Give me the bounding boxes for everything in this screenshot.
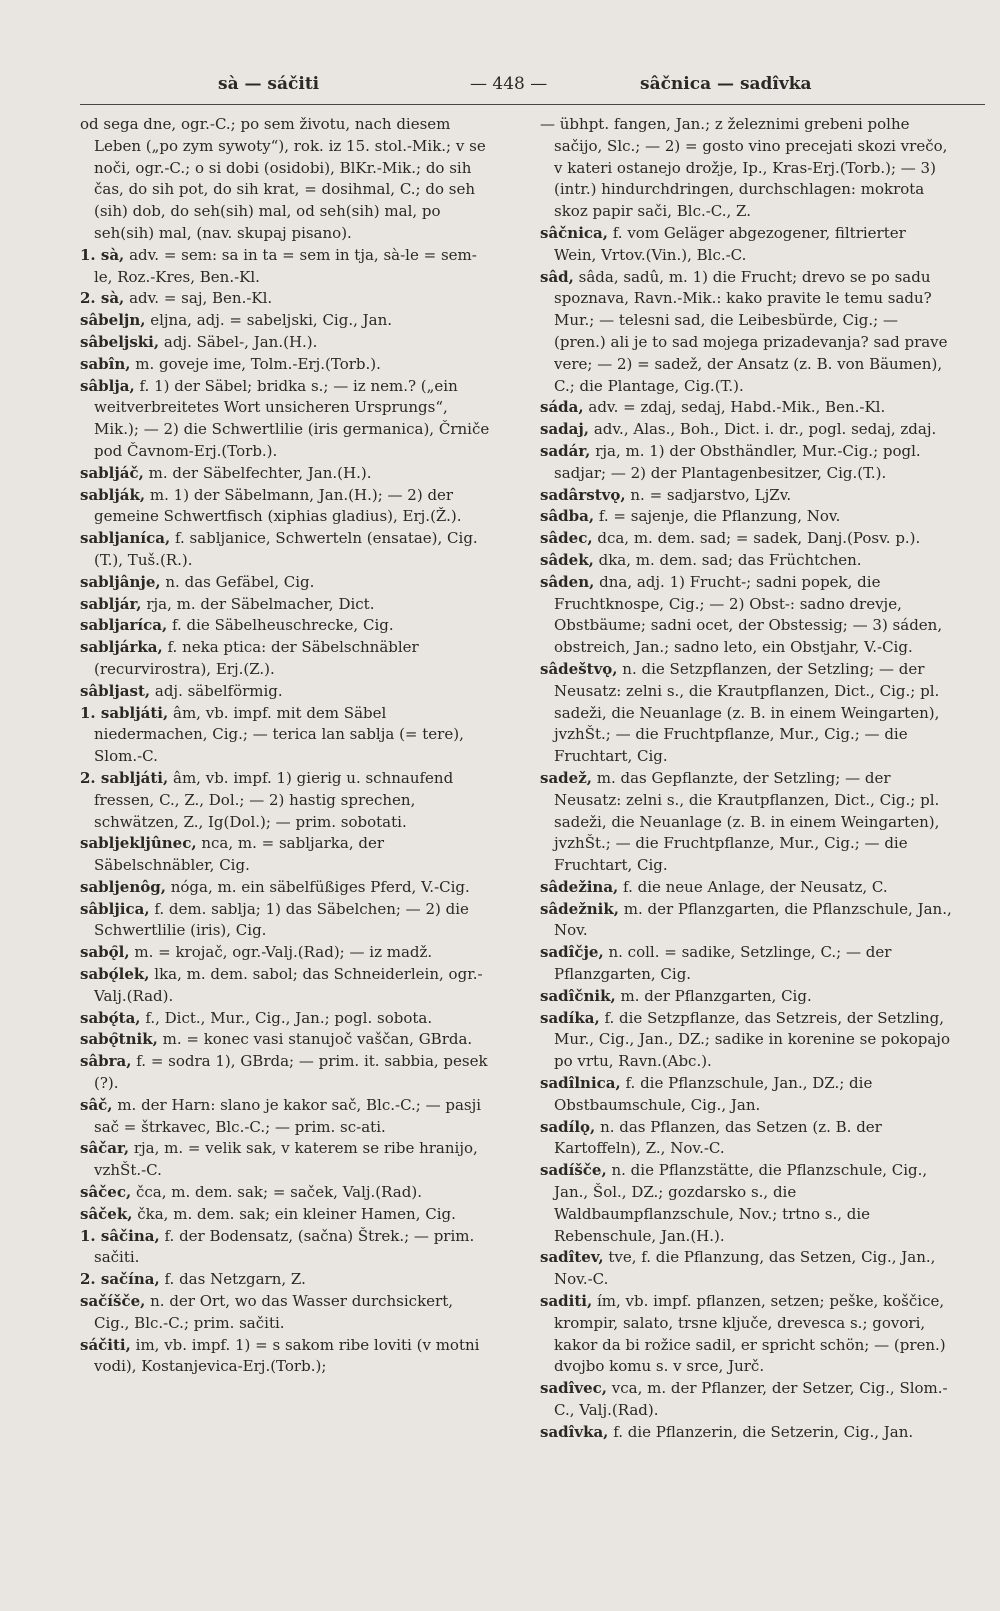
- entry-definition: f. vom Geläger abgezogener, filtrierter Wein, Vrtov.(Vin.), Blc.-C.: [554, 223, 906, 264]
- entry-definition: m. der Harn: slano je kakor sač, Blc.-C.; — pasji sač = štrkavec, Blc.-C.; — prim. sc-ati.: [94, 1095, 482, 1136]
- left-guideword: sà — sáčiti: [218, 74, 320, 94]
- entry-headword: sâdec,: [540, 529, 593, 548]
- entry-headword: sadîvka,: [540, 1422, 609, 1441]
- dictionary-entry: [80, 528, 492, 572]
- dictionary-entry: [540, 397, 952, 419]
- entry-headword: sâčnica,: [540, 223, 608, 242]
- entry-definition: f. = sodra 1), GBrda; — prim. it. sabbia, pesek (?).: [94, 1052, 488, 1093]
- dictionary-entry: [80, 1291, 492, 1335]
- entry-headword: sâdeštvǫ,: [540, 659, 618, 678]
- entry-definition: lka, m. dem. sabol; das Schneiderlein, ogr.-Valj.(Rad).: [94, 965, 483, 1005]
- entry-headword: 2. sà,: [80, 289, 125, 308]
- entry-definition: adv. = zdaj, sedaj, Habd.-Mik., Ben.-Kl.: [588, 398, 886, 417]
- entry-definition: nca, m. = sabljarka, der Säbelschnäbler, Cig.: [94, 834, 385, 875]
- entry-headword: 2. sačína,: [80, 1270, 160, 1289]
- dictionary-entry: [80, 594, 492, 616]
- entry-definition: m. das Gepflanzte, der Setzling; — der Neusatz: zelni s., die Krautpflanzen, Dict., Cig.; pl. sadeži, die Neuanlage (z. B. in einem Weingarten), jvzhŠt.; — die Fruchtpflanze, Mur., Cig.; — die Fruchtart, Cig.: [554, 768, 940, 875]
- entry-definition: f. die Pflanzschule, Jan., DZ.; die Obstbaumschule, Cig., Jan.: [554, 1074, 873, 1114]
- dictionary-entry: [540, 114, 952, 223]
- entry-definition: f. der Bodensatz, (sačna) Štrek.; — prim. sačiti.: [94, 1226, 475, 1267]
- entry-definition: m. der Pflanzgarten, die Pflanzschule, Jan., Nov.: [554, 899, 952, 940]
- entry-definition: n. das Gefäbel, Cig.: [165, 572, 315, 591]
- dictionary-entry: [80, 899, 492, 943]
- entry-definition: dka, m. dem. sad; das Früchtchen.: [598, 550, 862, 569]
- entry-definition: n. die Pflanzstätte, die Pflanzschule, Cig., Jan., Šol., DZ.; gozdarsko s., die Waldbaumpflanzschule, Nov.; trtno s., die Rebenschule, Jan.(H.).: [554, 1161, 928, 1245]
- dictionary-entry: [80, 1204, 492, 1226]
- page-number: — 448 —: [470, 74, 548, 94]
- entry-headword: sadár,: [540, 441, 591, 460]
- entry-definition: f. 1) der Säbel; bridka s.; — iz nem.? („ein weitverbreitetes Wort unsicheren Ursprungs“, Mik.); — 2) die Schwertlilie (iris germanica), Črniče pod Čavnom-Erj.(Torb.).: [94, 376, 490, 460]
- entry-definition: n. das Pflanzen, das Setzen (z. B. der Kartoffeln), Z., Nov.-C.: [554, 1117, 882, 1158]
- dictionary-entry: [80, 768, 492, 833]
- dictionary-entry: [540, 1247, 952, 1291]
- entry-definition: f. = sajenje, die Pflanzung, Nov.: [598, 507, 841, 526]
- entry-definition: adv., Alas., Boh., Dict. i. dr., pogl. sedaj, zdaj.: [593, 420, 937, 439]
- entry-headword: sadîčje,: [540, 943, 604, 962]
- dictionary-entry: [540, 1160, 952, 1247]
- entry-definition: ím, vb. impf. pflanzen, setzen; peške, koščice, krompir, salato, trsne ključe, drevesca s.; govori, kakor da bi rožice sadil, er spricht schön; — (pren.) dvojbo komu s. v srce, Jurč.: [554, 1292, 946, 1376]
- entry-headword: sabljárka,: [80, 638, 163, 657]
- right-guideword: sâčnica — sadîvka: [640, 74, 812, 94]
- entry-definition: f. die Pflanzerin, die Setzerin, Cig., Jan.: [613, 1422, 914, 1441]
- entry-definition: — übhpt. fangen, Jan.; z železnimi grebeni polhe sačijo, Slc.; — 2) = gosto vino precejati skozi vrečo, v kateri ostanejo drožje, Ip., Kras-Erj.(Torb.); — 3) (intr.) hindurchdringen, durchschlagen: mokrota skoz papir sači, Blc.-C., Z.: [540, 115, 948, 221]
- entry-definition: n. coll. = sadike, Setzlinge, C.; — der Pflanzgarten, Cig.: [554, 943, 892, 984]
- dictionary-entry: [540, 899, 952, 943]
- dictionary-entry: [80, 485, 492, 529]
- dictionary-entry: [540, 659, 952, 768]
- dictionary-entry: [80, 572, 492, 594]
- dictionary-entry: [540, 1117, 952, 1161]
- entry-definition: m. goveje ime, Tolm.-Erj.(Torb.).: [135, 354, 381, 373]
- right-column: [540, 114, 952, 1444]
- dictionary-entry: [540, 550, 952, 572]
- dictionary-entry: [540, 1378, 952, 1422]
- entry-definition: f. neka ptica: der Säbelschnäbler (recurvirostra), Erj.(Z.).: [94, 638, 419, 678]
- dictionary-entry: [540, 419, 952, 441]
- dictionary-entry: [80, 1029, 492, 1051]
- dictionary-entry: [80, 245, 492, 289]
- dictionary-entry: [80, 1095, 492, 1139]
- entry-headword: sâd,: [540, 267, 574, 286]
- entry-headword: 1. sà,: [80, 245, 125, 264]
- entry-definition: m. = konec vasi stanujoč vaščan, GBrda.: [162, 1030, 473, 1049]
- entry-definition: dca, m. dem. sad; = sadek, Danj.(Posv. p.).: [597, 529, 921, 548]
- dictionary-entry: [80, 463, 492, 485]
- entry-headword: sabljaníca,: [80, 529, 171, 548]
- entry-definition: tve, f. die Pflanzung, das Setzen, Cig., Jan., Nov.-C.: [554, 1248, 936, 1289]
- dictionary-entry: [540, 485, 952, 507]
- dictionary-entry: [80, 354, 492, 376]
- entry-headword: sadaj,: [540, 420, 590, 439]
- entry-headword: sabljaríca,: [80, 616, 168, 635]
- dictionary-entry: [540, 441, 952, 485]
- entry-headword: sâdežnik,: [540, 899, 619, 918]
- entry-headword: sadîčnik,: [540, 986, 616, 1005]
- entry-headword: sabljár,: [80, 594, 142, 613]
- entry-headword: sâblja,: [80, 376, 135, 395]
- entry-headword: sabǫ̑l,: [80, 943, 130, 962]
- entry-definition: m. = krojač, ogr.-Valj.(Rad); — iz madž.: [134, 943, 433, 962]
- entry-headword: 1. sâčina,: [80, 1226, 160, 1245]
- entry-headword: sâčar,: [80, 1139, 130, 1158]
- entry-definition: adj. säbelförmig.: [154, 681, 283, 700]
- dictionary-entry: [80, 833, 492, 877]
- dictionary-entry: [540, 528, 952, 550]
- left-column: [80, 114, 492, 1378]
- dictionary-entry: [80, 1269, 492, 1291]
- entry-headword: sadíka,: [540, 1008, 600, 1027]
- dictionary-entry: [540, 1291, 952, 1378]
- page-header: [0, 68, 1000, 98]
- entry-definition: f. die Säbelheuschrecke, Cig.: [171, 616, 394, 635]
- entry-headword: sadîvec,: [540, 1379, 607, 1398]
- dictionary-entry: [540, 1008, 952, 1073]
- entry-headword: sabîn,: [80, 354, 131, 373]
- dictionary-entry: [80, 1226, 492, 1270]
- entry-headword: sâč,: [80, 1095, 113, 1114]
- entry-definition: f. die Setzpflanze, das Setzreis, der Setzling, Mur., Cig., Jan., DZ.; sadike in korenine se pokopajo po vrtu, Ravn.(Abc.).: [554, 1008, 950, 1071]
- entry-definition: eljna, adj. = sabeljski, Cig., Jan.: [150, 311, 393, 330]
- entry-definition: sâda, sadû, m. 1) die Frucht; drevo se po sadu spoznava, Ravn.-Mik.: kako pravite le temu sadu? Mur.; — telesni sad, die Leibesbürde, Cig.; — (pren.) ali je to sad mojega prizadevanja? sad prave vere; — 2) = sadež, der Ansatz (z. B. von Bäumen), C.; die Plantage, Cig.(T.).: [554, 267, 948, 395]
- entry-definition: dna, adj. 1) Frucht-; sadni popek, die Fruchtknospe, Cig.; — 2) Obst-: sadno drevje, Obstbäume; sadni ocet, der Obstessig; — 3) sáden, obstreich, Jan.; sadno leto, ein Obstjahr, V.-Cig.: [554, 572, 943, 657]
- entry-headword: sablják,: [80, 485, 146, 504]
- entry-headword: sâbra,: [80, 1052, 132, 1071]
- dictionary-entry: [80, 637, 492, 681]
- entry-headword: sadârstvǫ,: [540, 485, 626, 504]
- entry-definition: f. dem. sablja; 1) das Säbelchen; — 2) die Schwertlilie (iris), Cig.: [94, 899, 469, 940]
- entry-definition: rja, m. der Säbelmacher, Dict.: [146, 594, 375, 613]
- entry-definition: rja, m. 1) der Obsthändler, Mur.-Cig.; pogl. sadjar; — 2) der Plantagenbesitzer, Cig.(T.).: [554, 441, 921, 482]
- entry-headword: sâbljast,: [80, 681, 151, 700]
- dictionary-entry: [80, 332, 492, 354]
- entry-headword: sâdba,: [540, 507, 595, 526]
- entry-headword: sâdežina,: [540, 877, 619, 896]
- dictionary-entry: [80, 942, 492, 964]
- entry-definition: n. = sadjarstvo, LjZv.: [630, 485, 792, 504]
- dictionary-entry: [540, 1422, 952, 1444]
- dictionary-entry: [80, 703, 492, 768]
- entry-headword: sačíšče,: [80, 1292, 146, 1311]
- entry-headword: sâbeljn,: [80, 311, 146, 330]
- entry-headword: sadež,: [540, 768, 592, 787]
- entry-headword: sabljânje,: [80, 572, 161, 591]
- entry-headword: sáda,: [540, 398, 584, 417]
- entry-definition: m. 1) der Säbelmann, Jan.(H.); — 2) der gemeine Schwertfisch (xiphias gladius), Erj.(Ž.).: [94, 485, 462, 526]
- dictionary-entry: [80, 1182, 492, 1204]
- dictionary-entry: [80, 964, 492, 1008]
- dictionary-entry: [540, 877, 952, 899]
- dictionary-entry: [80, 1051, 492, 1095]
- dictionary-entry: [540, 267, 952, 398]
- entry-definition: f. sabljanice, Schwerteln (ensatae), Cig.(T.), Tuš.(R.).: [94, 529, 478, 569]
- entry-definition: m. der Säbelfechter, Jan.(H.).: [148, 463, 372, 482]
- entry-headword: sabljáč,: [80, 463, 144, 482]
- dictionary-entry: [540, 506, 952, 528]
- entry-definition: f., Dict., Mur., Cig., Jan.; pogl. sobota.: [145, 1008, 433, 1027]
- entry-definition: čca, m. dem. sak; = saček, Valj.(Rad).: [135, 1183, 422, 1202]
- dictionary-entry: [80, 376, 492, 463]
- entry-definition: n. die Setzpflanzen, der Setzling; — der Neusatz: zelni s., die Krautpflanzen, Dict., Cig.; pl. sadeži, die Neuanlage (z. B. in einem Weingarten), jvzhŠt.; — die Fruchtpflanze, Mur., Cig.; — die Fruchtart, Cig.: [554, 659, 940, 766]
- entry-definition: adj. Säbel-, Jan.(H.).: [163, 332, 318, 351]
- entry-headword: sadíšče,: [540, 1161, 607, 1180]
- entry-headword: sâček,: [80, 1204, 133, 1223]
- dictionary-entry: [80, 681, 492, 703]
- entry-definition: rja, m. = velik sak, v katerem se ribe hranijo, vzhŠt.-C.: [94, 1139, 478, 1180]
- entry-headword: sâbeljski,: [80, 332, 160, 351]
- entry-definition: čka, m. dem. sak; ein kleiner Hamen, Cig.: [137, 1204, 456, 1223]
- entry-definition: âm, vb. impf. mit dem Säbel niedermachen, Cig.; — terica lan sablja (= tere), Slom.-C.: [94, 703, 464, 766]
- dictionary-entry: [80, 1008, 492, 1030]
- entry-headword: sâčec,: [80, 1183, 132, 1202]
- entry-headword: sabljekljûnec,: [80, 834, 197, 853]
- entry-definition: od sega dne, ogr.-C.; po sem životu, nach diesem Leben („po zym sywoty“), rok. iz 15. stol.-Mik.; v se noči, ogr.-C.; o si dobi (osidobi), BlKr.-Mik.; do sih čas, do sih pot, do sih krat, = dosihmal, C.; do seh (sih) dob, do seh(sih) mal, od seh(sih) mal, po seh(sih) mal, (nav. skupaj pisano).: [80, 115, 486, 242]
- dictionary-entry: [80, 1138, 492, 1182]
- dictionary-entry: [80, 1335, 492, 1379]
- dictionary-entry: [540, 986, 952, 1008]
- entry-definition: f. die neue Anlage, der Neusatz, C.: [623, 877, 888, 896]
- dictionary-entry: [80, 877, 492, 899]
- header-rule: [80, 104, 985, 105]
- entry-definition: m. der Pflanzgarten, Cig.: [620, 986, 812, 1005]
- dictionary-entry: [80, 288, 492, 310]
- entry-definition: nóga, m. ein säbelfüßiges Pferd, V.-Cig.: [170, 877, 470, 896]
- entry-definition: f. das Netzgarn, Z.: [164, 1270, 306, 1289]
- entry-definition: adv. = saj, Ben.-Kl.: [129, 289, 273, 308]
- entry-headword: 1. sabljáti,: [80, 703, 169, 722]
- dictionary-entry: [80, 114, 492, 245]
- entry-headword: sabǫ́ta,: [80, 1008, 141, 1027]
- entry-headword: sadílǫ,: [540, 1117, 596, 1136]
- entry-headword: 2. sabljáti,: [80, 768, 169, 787]
- entry-definition: im, vb. impf. 1) = s sakom ribe loviti (v motni vodi), Kostanjevica-Erj.(Torb.);: [94, 1335, 480, 1376]
- dictionary-entry: [540, 572, 952, 659]
- entry-headword: sáčiti,: [80, 1335, 131, 1354]
- entry-headword: sadîlnica,: [540, 1074, 621, 1093]
- dictionary-entry: [540, 1073, 952, 1117]
- entry-headword: sabǫ́lek,: [80, 965, 150, 984]
- entry-definition: vca, m. der Pflanzer, der Setzer, Cig., Slom.-C., Valj.(Rad).: [554, 1379, 948, 1420]
- entry-headword: sâdek,: [540, 550, 594, 569]
- entry-definition: adv. = sem: sa in ta = sem in tja, sà-le = sem-le, Roz.-Kres, Ben.-Kl.: [94, 245, 477, 286]
- entry-definition: âm, vb. impf. 1) gierig u. schnaufend fressen, C., Z., Dol.; — 2) hastig sprechen, schwätzen, Z., Ig(Dol.); — prim. sobotati.: [94, 768, 454, 831]
- entry-headword: sâden,: [540, 572, 595, 591]
- entry-definition: n. der Ort, wo das Wasser durchsickert, Cig., Blc.-C.; prim. sačiti.: [94, 1292, 454, 1332]
- entry-headword: sâbljica,: [80, 899, 150, 918]
- entry-headword: sadîtev,: [540, 1248, 604, 1267]
- dictionary-entry: [540, 942, 952, 986]
- entry-headword: sabǫ̑tnik,: [80, 1030, 158, 1049]
- dictionary-entry: [540, 223, 952, 267]
- entry-headword: sabljenôg,: [80, 877, 166, 896]
- dictionary-entry: [80, 615, 492, 637]
- dictionary-entry: [540, 768, 952, 877]
- entry-headword: saditi,: [540, 1292, 593, 1311]
- dictionary-entry: [80, 310, 492, 332]
